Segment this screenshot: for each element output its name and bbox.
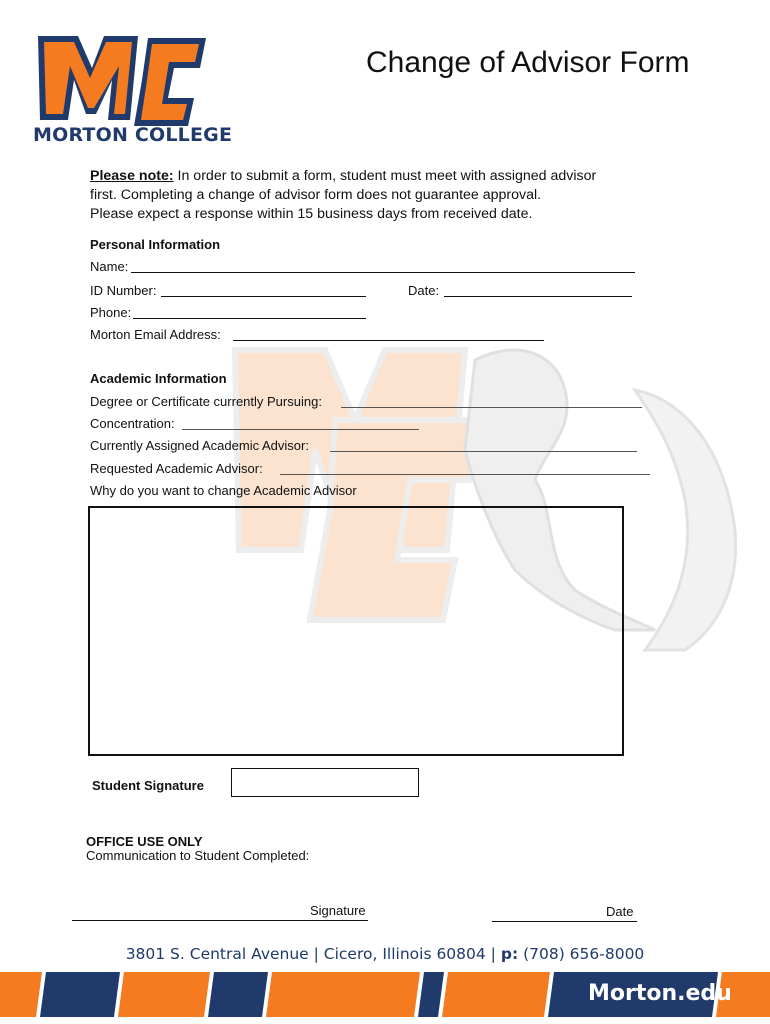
footer-website-link[interactable]: Morton.edu: [588, 981, 732, 1006]
footer-address-street: 3801 S. Central Avenue | Cicero, Illinois 60804 |: [125, 945, 501, 963]
email-label: Morton Email Address:: [90, 327, 221, 342]
degree-field[interactable]: [341, 407, 642, 408]
office-signature-caption: Signature: [310, 903, 366, 918]
email-field[interactable]: [233, 340, 544, 341]
note-line-1: [90, 168, 596, 184]
name-field[interactable]: [131, 272, 635, 273]
concentration-field[interactable]: [182, 429, 419, 430]
note-lead: Please note:: [90, 168, 174, 184]
note-line-1-text: In order to submit a form, student must meet with assigned advisor: [173, 168, 597, 184]
footer-phone-number: (708) 656-8000: [518, 945, 645, 963]
note-line-2: first. Completing a change of advisor form does not guarantee approval.: [90, 187, 542, 203]
reason-label: Why do you want to change Academic Advisor: [90, 483, 357, 498]
phone-label: Phone:: [90, 305, 132, 320]
note-line-3: Please expect a response within 15 business days from received date.: [90, 206, 533, 222]
reason-textarea[interactable]: [88, 506, 624, 756]
degree-label: Degree or Certificate currently Pursuing:: [90, 394, 322, 409]
form-title: Change of Advisor Form: [366, 46, 690, 79]
office-date-line[interactable]: [492, 921, 637, 922]
logo-wordmark: MORTON COLLEGE: [33, 124, 233, 146]
office-date-caption: Date: [606, 904, 634, 919]
concentration-label: Concentration:: [90, 416, 175, 431]
requested-advisor-label: Requested Academic Advisor:: [90, 461, 263, 476]
office-use-heading: OFFICE USE ONLY: [86, 834, 203, 849]
logo-m-letter: [38, 36, 138, 120]
requested-advisor-field[interactable]: [280, 474, 650, 475]
name-label: Name:: [90, 259, 129, 274]
office-signature-line[interactable]: [72, 920, 368, 921]
footer-address: [0, 945, 770, 963]
id-number-label: ID Number:: [90, 283, 157, 298]
communication-label: Communication to Student Completed:: [86, 848, 310, 863]
personal-information-heading: Personal Information: [90, 237, 221, 252]
current-advisor-field[interactable]: [330, 451, 637, 452]
student-signature-label: Student Signature: [92, 778, 204, 793]
id-number-field[interactable]: [161, 296, 366, 297]
date-label: Date:: [408, 283, 440, 298]
phone-field[interactable]: [133, 318, 366, 319]
student-signature-field[interactable]: [231, 768, 419, 797]
current-advisor-label: Currently Assigned Academic Advisor:: [90, 438, 309, 453]
footer-phone-prefix: p:: [500, 945, 519, 963]
academic-information-heading: Academic Information: [90, 371, 227, 386]
logo-c-letter: [134, 38, 206, 126]
date-field[interactable]: [444, 296, 632, 297]
